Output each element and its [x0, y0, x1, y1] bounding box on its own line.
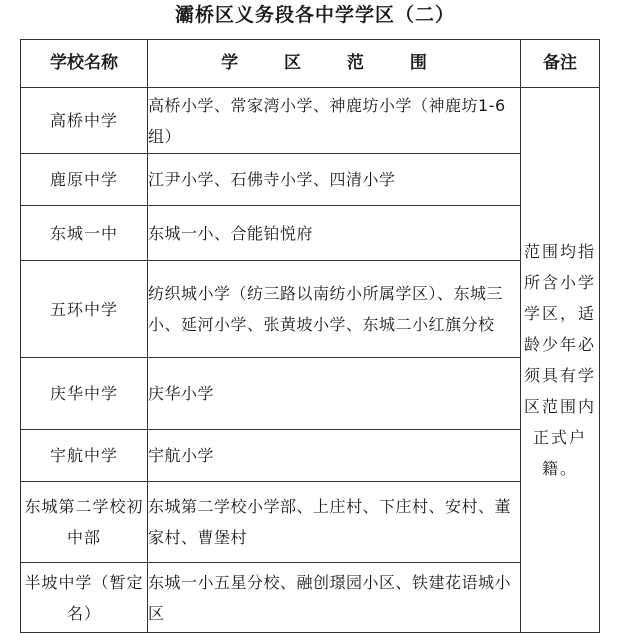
- school-district-table: [20, 39, 600, 633]
- table-row: [21, 482, 600, 563]
- school-name-cell: 半坡中学（暂定名）: [21, 563, 148, 633]
- table-row: [21, 358, 600, 430]
- district-range-cell: 江尹小学、石佛寺小学、四清小学: [148, 154, 521, 206]
- note-cell: 范围均指所含小学学区，适龄少年必须具有学区范围内正式户籍。: [521, 88, 600, 633]
- school-name-cell: 庆华中学: [21, 358, 148, 430]
- school-name-cell: 东城第二学校初中部: [21, 482, 148, 563]
- header-district-range-text: 学 区 范 围: [221, 53, 447, 73]
- district-range-cell: 庆华小学: [148, 358, 521, 430]
- header-note: 备注: [521, 40, 600, 88]
- school-name-cell: 东城一中: [21, 206, 148, 261]
- district-range-cell: 纺织城小学（纺三路以南纺小所属学区）、东城三小、延河小学、张黄坡小学、东城二小红旗分校: [148, 261, 521, 358]
- table-row: [21, 261, 600, 358]
- page-title: 灞桥区义务段各中学学区（二）: [174, 4, 455, 26]
- district-range-cell: 宇航小学: [148, 430, 521, 482]
- header-school-name: 学校名称: [21, 40, 148, 88]
- district-range-cell: 东城第二学校小学部、上庄村、下庄村、安村、董家村、曹堡村: [148, 482, 521, 563]
- header-district-range: [148, 40, 521, 88]
- table-row: [21, 88, 600, 154]
- school-name-cell: 宇航中学: [21, 430, 148, 482]
- district-range-cell: 东城一小、合能铂悦府: [148, 206, 521, 261]
- table-row: [21, 563, 600, 633]
- school-name-cell: 五环中学: [21, 261, 148, 358]
- school-name-cell: 高桥中学: [21, 88, 148, 154]
- district-range-cell: 高桥小学、常家湾小学、神鹿坊小学（神鹿坊1-6组）: [148, 88, 521, 154]
- table-row: [21, 430, 600, 482]
- school-name-cell: 鹿原中学: [21, 154, 148, 206]
- table-row: [21, 206, 600, 261]
- district-range-cell: 东城一小五星分校、融创璟园小区、铁建花语城小区: [148, 563, 521, 633]
- table-row: [21, 154, 600, 206]
- table-header-row: [21, 40, 600, 88]
